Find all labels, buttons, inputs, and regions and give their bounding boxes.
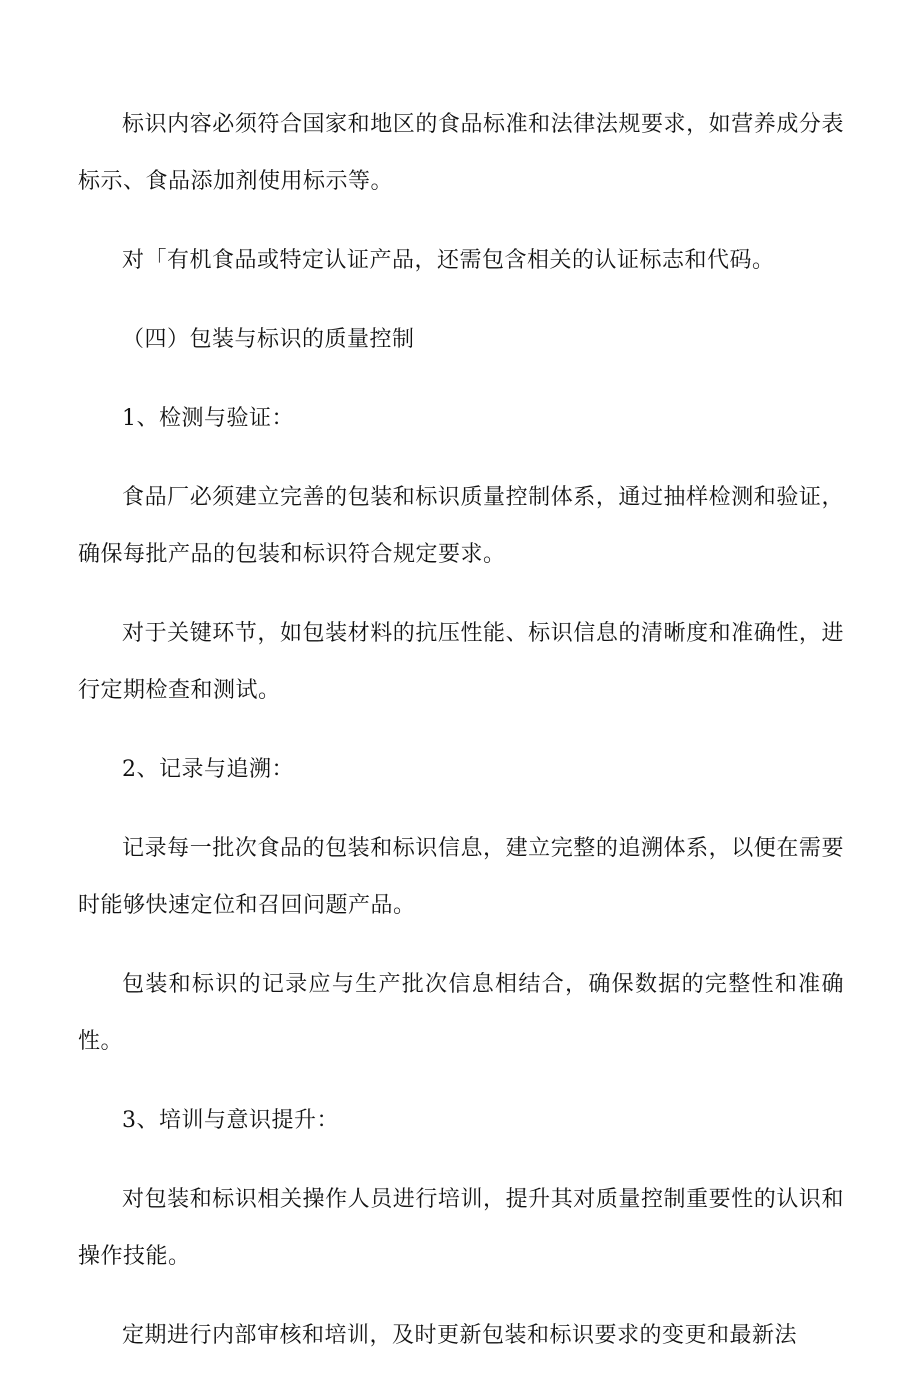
document-page	[78, 96, 844, 1386]
paragraph-key-links-testing: 对于关键环节，如包装材料的抗压性能、标识信息的清晰度和准确性，进行定期检查和测试。	[78, 621, 844, 703]
paragraph-organic-certification: 对「有机食品或特定认证产品，还需包含相关的认证标志和代码。	[122, 248, 775, 273]
subheading-inspection-verification: 1、检测与验证：	[122, 406, 294, 431]
section-heading-quality-control: （四）包装与标识的质量控制	[122, 327, 415, 352]
paragraph-staff-training: 对包装和标识相关操作人员进行培训，提升其对质量控制重要性的认识和操作技能。	[78, 1187, 844, 1269]
subheading-training-awareness: 3、培训与意识提升：	[122, 1108, 339, 1133]
paragraph-batch-records: 记录每一批次食品的包装和标识信息，建立完整的追溯体系，以便在需要时能够快速定位和召回问题产品。	[78, 836, 844, 918]
paragraph-internal-audit: 定期进行内部审核和培训，及时更新包装和标识要求的变更和最新法	[122, 1323, 798, 1348]
paragraph-record-integration: 包装和标识的记录应与生产批次信息相结合，确保数据的完整性和准确性。	[78, 972, 844, 1054]
subheading-record-traceability: 2、记录与追溯：	[122, 757, 294, 782]
paragraph-label-content-requirements: 标识内容必须符合国家和地区的食品标准和法律法规要求，如营养成分表标示、食品添加剂使用标示等。	[78, 112, 844, 194]
paragraph-quality-control-system: 食品厂必须建立完善的包装和标识质量控制体系，通过抽样检测和验证，确保每批产品的包装和标识符合规定要求。	[78, 485, 844, 567]
